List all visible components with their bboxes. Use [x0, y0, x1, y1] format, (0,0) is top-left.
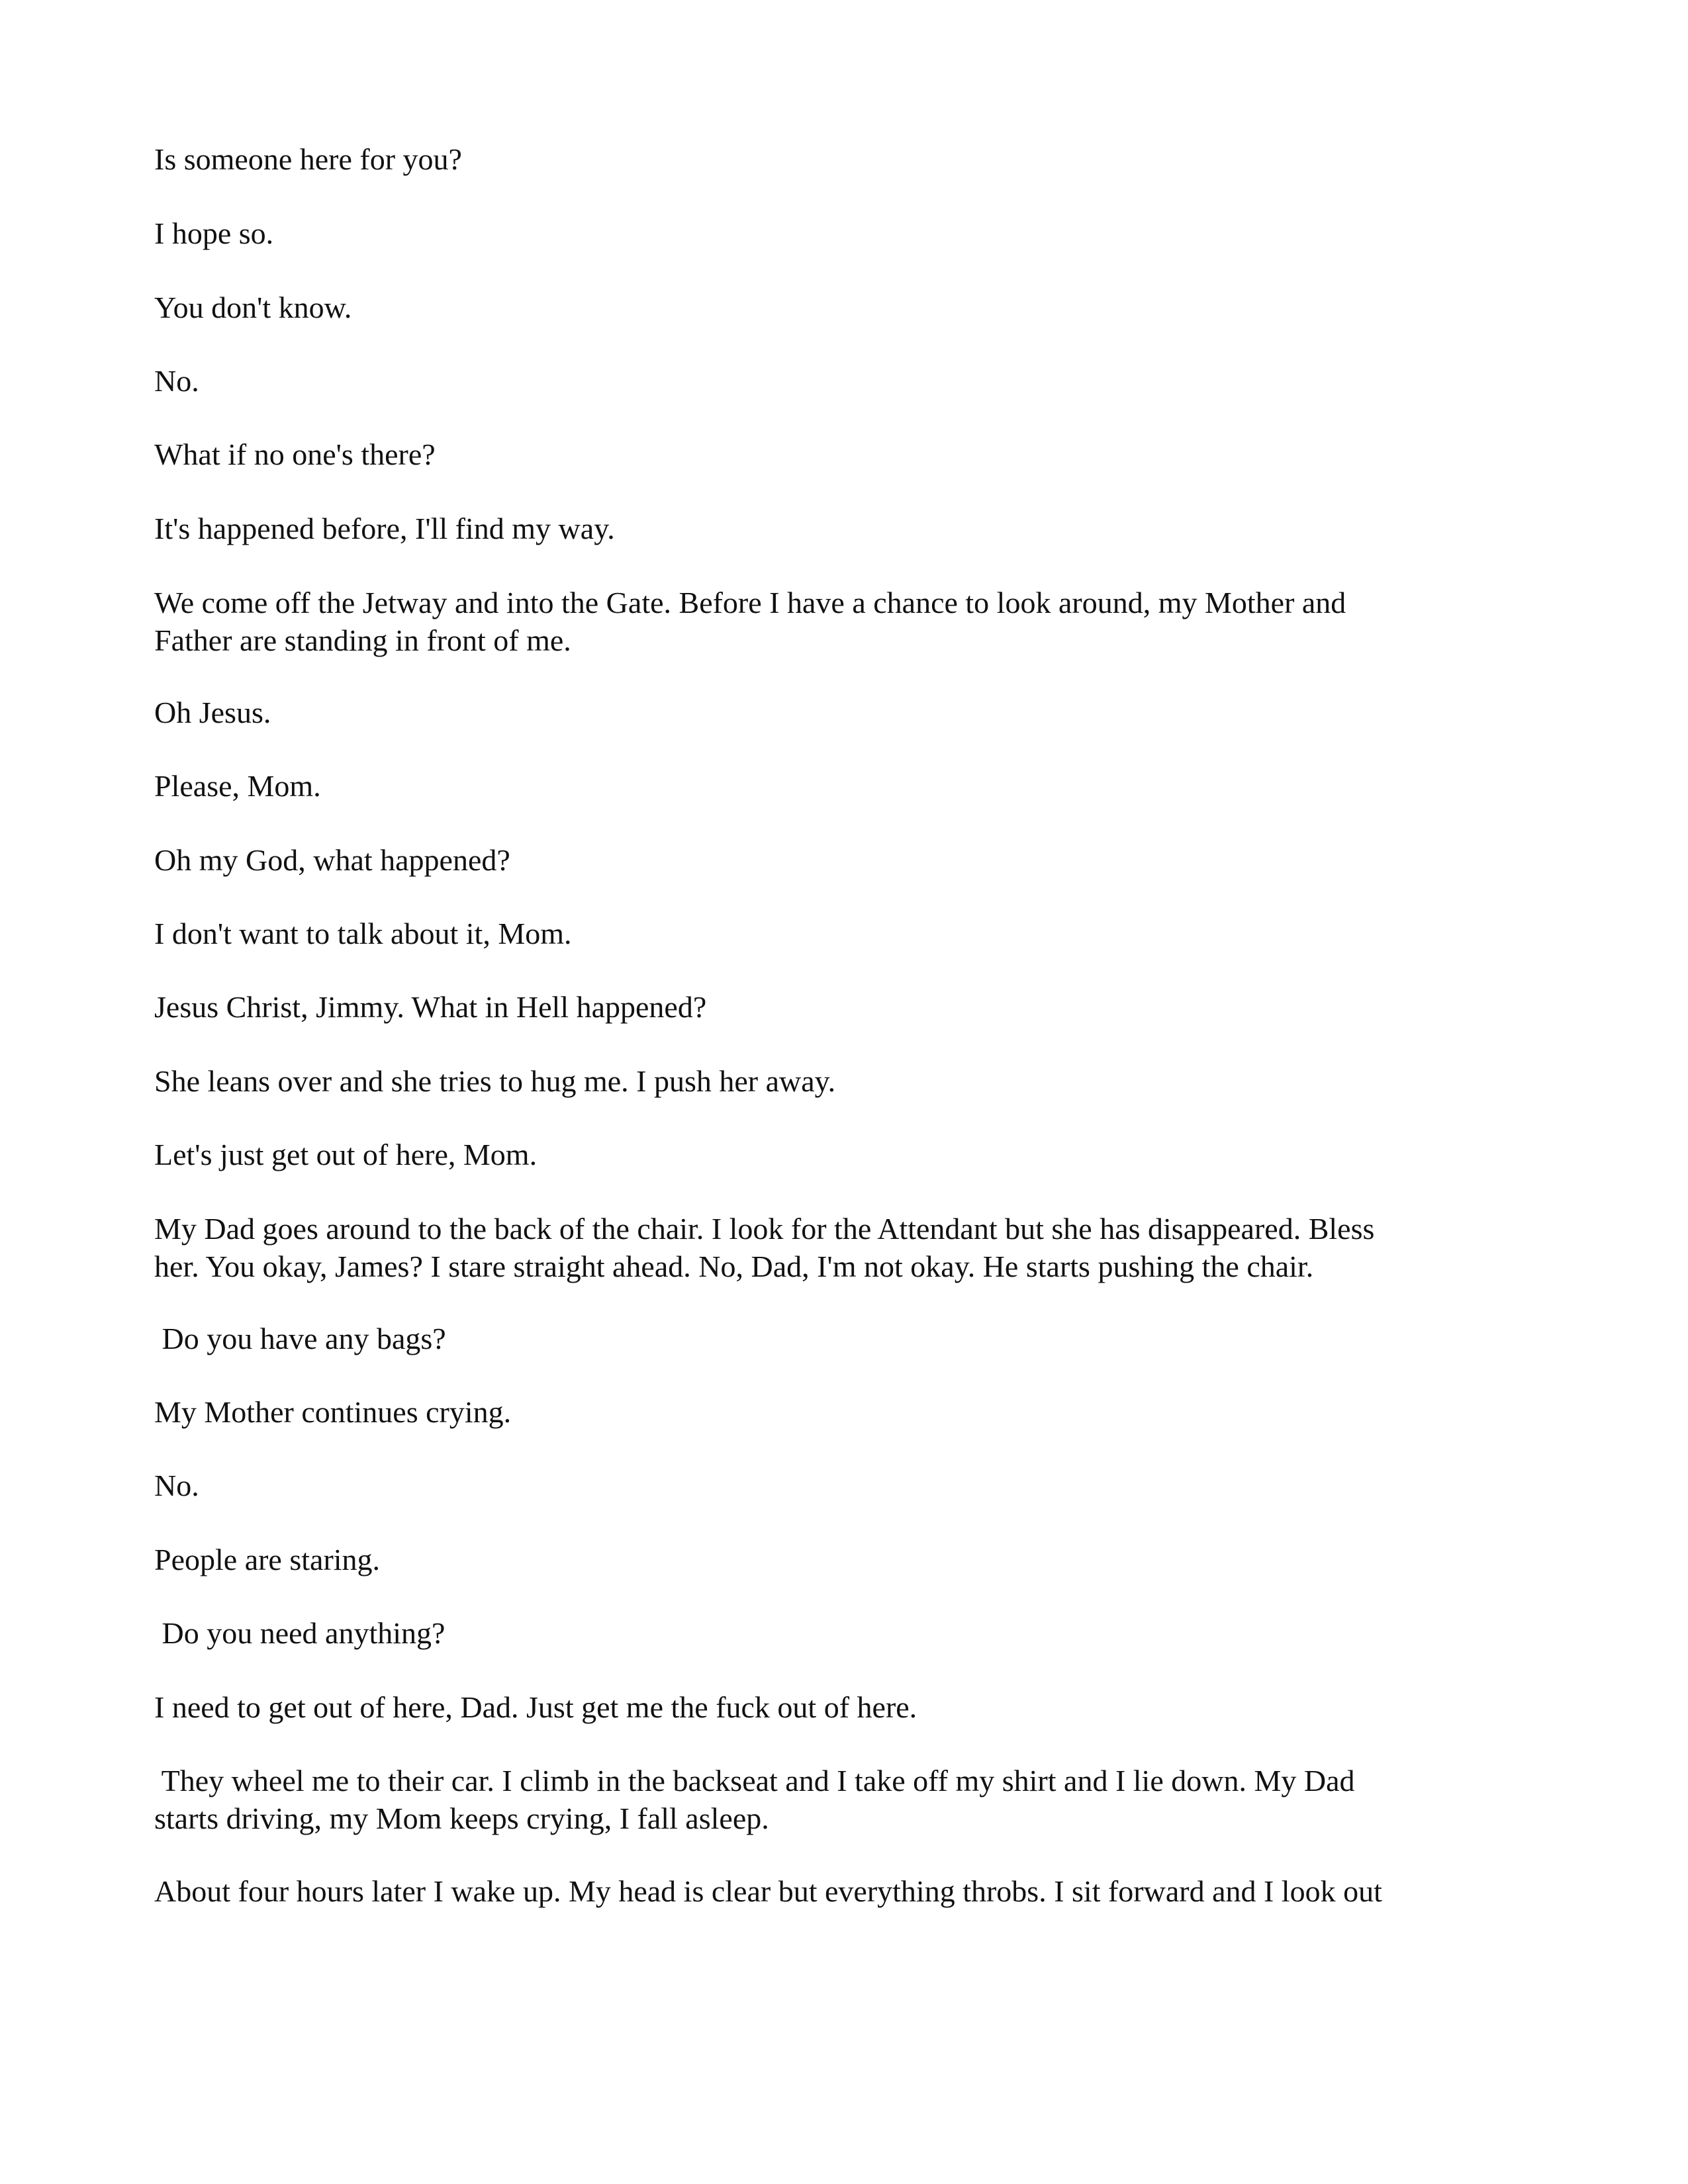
paragraph [154, 362, 1531, 400]
text-line: Please, Mom. [154, 769, 321, 803]
paragraph [154, 694, 1531, 731]
paragraph [154, 1762, 1531, 1837]
text-line: I hope so. [154, 216, 274, 250]
text-line: Is someone here for you? [154, 142, 462, 176]
text-line: starts driving, my Mom keeps crying, I fall asleep. [154, 1801, 769, 1835]
text-line: My Mother continues crying. [154, 1395, 512, 1429]
paragraph [154, 214, 1531, 252]
text-line: Father are standing in front of me. [154, 623, 571, 657]
paragraph [154, 289, 1531, 326]
text-line: What if no one's there? [154, 437, 436, 471]
text-line: Do you need anything? [154, 1616, 445, 1650]
text-line: Oh my God, what happened? [154, 843, 510, 877]
text-line: Do you have any bags? [154, 1322, 446, 1355]
text-line: They wheel me to their car. I climb in the backseat and I take off my shirt and I lie down. My Dad [154, 1764, 1355, 1797]
paragraph [154, 1688, 1531, 1726]
paragraph [154, 1872, 1531, 1910]
paragraph [154, 988, 1531, 1026]
text-line: I need to get out of here, Dad. Just get me the fuck out of here. [154, 1690, 917, 1724]
paragraph [154, 841, 1531, 879]
paragraph [154, 1541, 1531, 1578]
paragraph [154, 1136, 1531, 1173]
text-line: We come off the Jetway and into the Gate. Before I have a chance to look around, my Mother and [154, 586, 1346, 619]
paragraph [154, 1210, 1531, 1285]
text-line: About four hours later I wake up. My head is clear but everything throbs. I sit forward and I look out [154, 1874, 1382, 1908]
paragraph [154, 1320, 1531, 1357]
paragraph [154, 140, 1531, 178]
paragraph [154, 1062, 1531, 1100]
paragraph [154, 1393, 1531, 1431]
text-line: No. [154, 1469, 199, 1502]
text-line: People are staring. [154, 1543, 381, 1576]
paragraph [154, 915, 1531, 952]
paragraph [154, 435, 1531, 473]
paragraph [154, 510, 1531, 547]
text-line: her. You okay, James? I stare straight ahead. No, Dad, I'm not okay. He starts pushing the chair. [154, 1250, 1314, 1283]
paragraph [154, 1467, 1531, 1504]
text-line: She leans over and she tries to hug me. I push her away. [154, 1064, 836, 1098]
text-line: Oh Jesus. [154, 696, 271, 729]
text-line: It's happened before, I'll find my way. [154, 512, 615, 545]
paragraph [154, 1614, 1531, 1652]
paragraph [154, 584, 1531, 659]
text-line: No. [154, 364, 199, 398]
text-line: I don't want to talk about it, Mom. [154, 917, 572, 950]
paragraph [154, 767, 1531, 805]
text-line: You don't know. [154, 291, 352, 324]
text-line: Let's just get out of here, Mom. [154, 1138, 538, 1171]
text-line: Jesus Christ, Jimmy. What in Hell happened? [154, 990, 707, 1024]
text-line: My Dad goes around to the back of the chair. I look for the Attendant but she has disappeared. Bless [154, 1212, 1375, 1246]
